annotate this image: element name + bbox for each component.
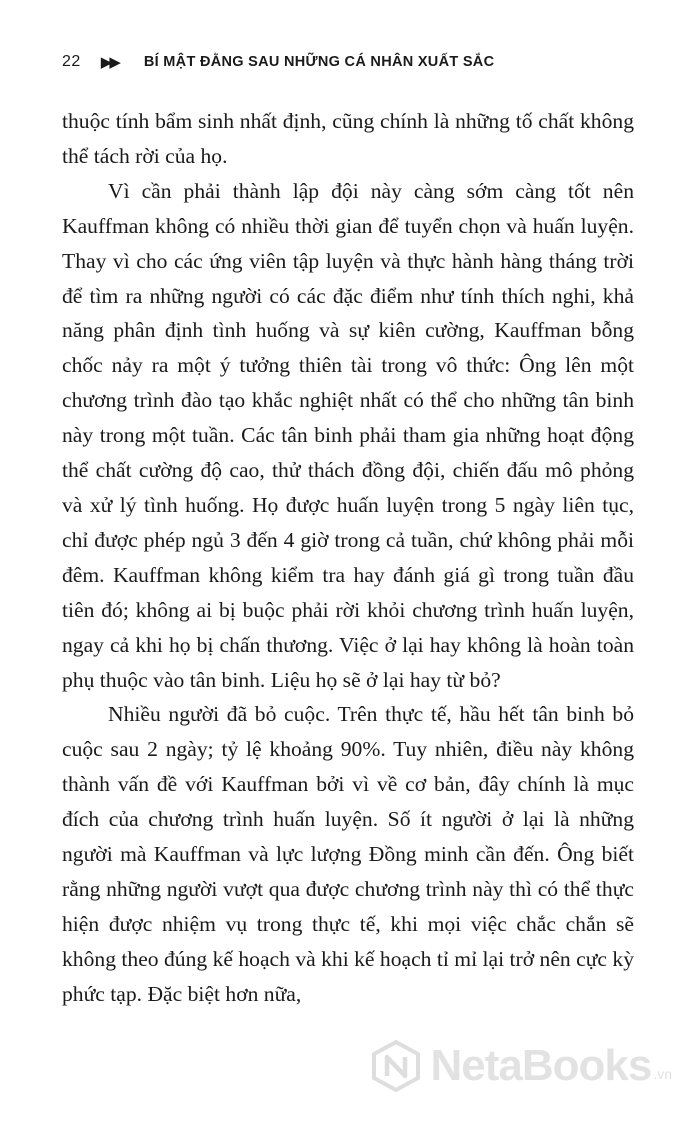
running-title: BÍ MẬT ĐẰNG SAU NHỮNG CÁ NHÂN XUẤT SẮC	[143, 54, 495, 70]
double-arrow-icon: ▶▶	[100, 54, 118, 71]
page-number: 22	[62, 53, 81, 70]
paragraph-2: Vì cần phải thành lập đội này càng sớm càng tốt nên Kauffman không có nhiều thời gian để tuyển chọn và huấn luyện. Thay vì cho các ứng viên tập luyện và thực hành hàng tháng trời để tìm ra những người có các đặc điểm như tính thích nghi, khả năng phân định tình huống và sự kiên cường, Kauffman bỗng chốc nảy ra một ý tưởng thiên tài trong vô thức: Ông lên một chương trình đào tạo khắc nghiệt nhất có thể cho những tân binh này trong một tuần. Các tân binh phải tham gia những hoạt động thể chất cường độ cao, thử thách đồng đội, chiến đấu mô phỏng và xử lý tình huống. Họ được huấn luyện trong 5 ngày liên tục, chỉ được phép ngủ 3 đến 4 giờ trong cả tuần, chứ không phải mỗi đêm. Kauffman không kiểm tra hay đánh giá gì trong tuần đầu tiên đó; không ai bị buộc phải rời khỏi chương trình huấn luyện, ngay cả khi họ bị chấn thương. Việc ở lại hay không là hoàn toàn phụ thuộc vào tân binh. Liệu họ sẽ ở lại hay từ bỏ?	[62, 178, 634, 692]
watermark-domain: .vn	[653, 1066, 672, 1082]
running-header	[62, 50, 494, 74]
paragraph-1: thuộc tính bẩm sinh nhất định, cũng chính là những tố chất không thể tách rời của họ.	[62, 109, 634, 168]
paragraph-3: Nhiều người đã bỏ cuộc. Trên thực tế, hầu hết tân binh bỏ cuộc sau 2 ngày; tỷ lệ khoảng 90%. Tuy nhiên, điều này không thành vấn đề với Kauffman bởi vì về cơ bản, đây chính là mục đích của chương trình huấn luyện. Số ít người ở lại là những người mà Kauffman và lực lượng Đồng minh cần đến. Ông biết rằng những người vượt qua được chương trình này thì có thể thực hiện được nhiệm vụ trong thực tế, khi mọi việc chắc chắn sẽ không theo đúng kế hoạch và khi kế hoạch tỉ mỉ lại trở nên cực kỳ phức tạp. Đặc biệt hơn nữa,	[62, 702, 634, 1006]
watermark	[370, 1040, 672, 1092]
body-text	[62, 104, 634, 1012]
netabooks-logo-icon	[370, 1040, 422, 1092]
watermark-brand: NetaBooks	[430, 1041, 652, 1090]
